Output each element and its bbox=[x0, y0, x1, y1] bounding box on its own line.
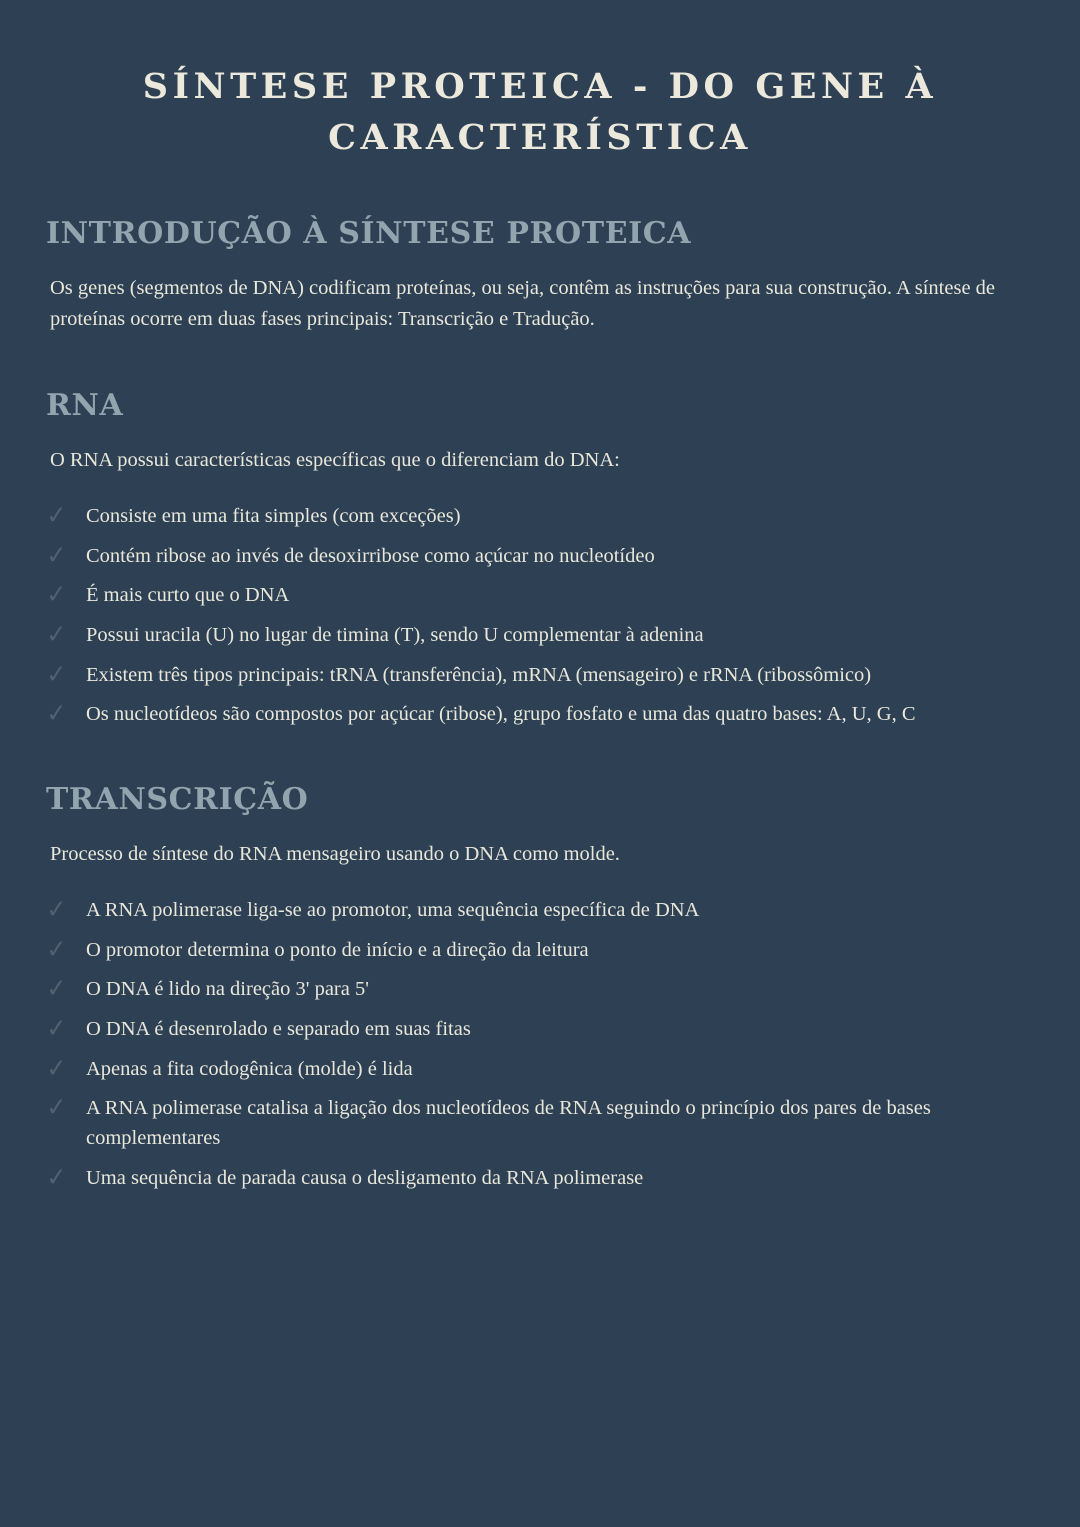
section-heading-introducao: INTRODUÇÃO À SÍNTESE PROTEICA bbox=[46, 215, 692, 251]
section-introducao bbox=[44, 216, 1036, 337]
checklist-item-text: Apenas a fita codogênica (molde) é lida bbox=[86, 1057, 413, 1080]
checklist-item bbox=[44, 895, 1029, 926]
checklist-item-text: Contém ribose ao invés de desoxirribose como açúcar no nucleotídeo bbox=[86, 544, 655, 567]
checklist-item bbox=[44, 1163, 1029, 1194]
checklist-item-text: Consiste em uma fita simples (com exceções) bbox=[86, 504, 461, 527]
checklist-item-text: A RNA polimerase catalisa a ligação dos nucleotídeos de RNA seguindo o princípio dos pares de bases complementares bbox=[86, 1097, 931, 1150]
checklist-item bbox=[44, 1054, 1029, 1085]
check-icon: ✓ bbox=[44, 539, 68, 570]
checklist-item bbox=[44, 1014, 1029, 1045]
checklist-item-text: O promotor determina o ponto de início e a direção da leitura bbox=[86, 938, 589, 961]
check-icon: ✓ bbox=[44, 933, 68, 964]
check-icon: ✓ bbox=[44, 579, 68, 610]
section-transcricao bbox=[44, 782, 1036, 1194]
section-heading-rna: RNA bbox=[46, 388, 124, 424]
check-icon: ✓ bbox=[44, 618, 68, 650]
section-paragraph-transcricao: Processo de síntese do RNA mensageiro usando o DNA como molde. bbox=[50, 843, 620, 866]
check-icon: ✓ bbox=[44, 1052, 68, 1084]
checklist-item bbox=[44, 580, 1029, 611]
check-icon: ✓ bbox=[44, 1161, 68, 1193]
checklist-item bbox=[44, 974, 1029, 1005]
checklist-item-text: Possui uracila (U) no lugar de timina (T), sendo U complementar à adenina bbox=[86, 623, 704, 646]
checklist-item bbox=[44, 501, 1029, 532]
check-icon: ✓ bbox=[44, 1092, 68, 1123]
check-icon: ✓ bbox=[44, 658, 68, 689]
checklist-transcricao bbox=[44, 895, 1029, 1194]
check-icon: ✓ bbox=[44, 893, 68, 925]
section-rna bbox=[44, 388, 1036, 730]
checklist-item-text: Existem três tipos principais: tRNA (transferência), mRNA (mensageiro) e rRNA (ribossômico) bbox=[86, 663, 872, 686]
checklist-item bbox=[44, 660, 1029, 691]
checklist-item-text: É mais curto que o DNA bbox=[86, 584, 290, 607]
check-icon: ✓ bbox=[44, 499, 68, 531]
checklist-item bbox=[44, 541, 1029, 572]
checklist-item bbox=[44, 699, 1029, 730]
checklist-item bbox=[44, 620, 1029, 651]
page-title: SÍNTESE PROTEICA - DO GENE À CARACTERÍSTICA bbox=[142, 66, 938, 158]
check-icon: ✓ bbox=[44, 1012, 68, 1044]
section-heading-transcricao: TRANSCRIÇÃO bbox=[46, 782, 309, 818]
checklist-item bbox=[44, 1093, 1029, 1153]
check-icon: ✓ bbox=[44, 698, 68, 729]
checklist-item-text: Os nucleotídeos são compostos por açúcar (ribose), grupo fosfato e uma das quatro bases: A, U, G, C bbox=[86, 703, 916, 726]
checklist-rna bbox=[44, 501, 1029, 730]
section-paragraph-rna: O RNA possui características específicas que o diferenciam do DNA: bbox=[50, 449, 620, 472]
checklist-item bbox=[44, 935, 1029, 966]
checklist-item-text: O DNA é desenrolado e separado em suas fitas bbox=[86, 1018, 471, 1041]
check-icon: ✓ bbox=[44, 973, 68, 1004]
checklist-item-text: A RNA polimerase liga-se ao promotor, uma sequência específica de DNA bbox=[86, 898, 700, 921]
checklist-item-text: Uma sequência de parada causa o desligamento da RNA polimerase bbox=[86, 1166, 644, 1189]
section-paragraph-introducao: Os genes (segmentos de DNA) codificam proteínas, ou seja, contêm as instruções para sua construção. A síntese de proteínas ocorre em duas fases principais: Transcrição e Tradução. bbox=[50, 276, 996, 331]
checklist-item-text: O DNA é lido na direção 3' para 5' bbox=[86, 978, 369, 1001]
